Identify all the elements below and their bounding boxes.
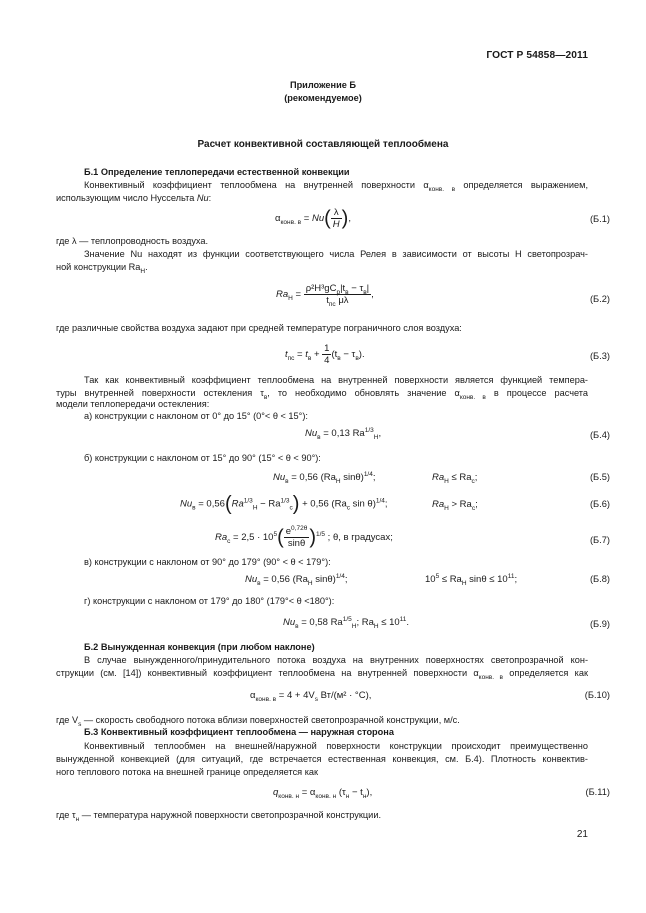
appendix-subtitle: (рекомендуемое) <box>284 93 362 103</box>
equation-number-b6: (Б.6) <box>589 499 610 509</box>
paragraph-b1-nu-line1: Значение Nu находят из функции соответствующего числа Релея в зависимости от высоты H светопрозрач- <box>84 249 588 259</box>
equation-number-b8: (Б.8) <box>589 574 610 584</box>
equation-b1: $\alpha_{конв. в} = Nu$( $\frac{\lambda}{H}$ ), <box>275 207 351 230</box>
equation-number-b10: (Б.10) <box>584 690 610 700</box>
paragraph-b1-update-line3: модели теплопередачи остекления: <box>56 399 210 409</box>
paragraph-b1-line1: Конвективный коэффициент теплообмена на внутренней поверхности $\alpha_{конв. в}$ определяется выражением, <box>84 180 588 193</box>
equation-b6: $Nu_в = 0,56(Ra^{1/3}_H - Ra^{1/3}_c) + 0,56$ ($Ra_c$ sin θ)$^{1/4}$; <box>180 493 388 515</box>
paragraph-b3-line3: ного теплового потока на внешней границе определяется как <box>56 767 319 777</box>
equation-b10: $\alpha_{конв. в} = 4 + 4V_s$ Вт/(м² · °С), <box>250 690 372 703</box>
heading-b2: Б.2 Вынужденная конвекция (при любом наклоне) <box>84 642 315 652</box>
section-title: Расчет конвективной составляющей теплообмена <box>197 139 449 150</box>
case-b: б) конструкции с наклоном от 15° до 90° (15° < θ < 90°): <box>84 453 321 463</box>
heading-b1: Б.1 Определение теплопередачи естественной конвекции <box>84 167 350 177</box>
equation-number-b4: (Б.4) <box>589 430 610 440</box>
paragraph-b2-line2: струкции (см. [14]) конвективный коэффициент теплообмена на внутренней поверхности $\alpha_{конв. в}$ определяется как <box>56 668 588 681</box>
case-g: г) конструкции с наклоном от 179° до 180° (179°< θ <180°): <box>84 596 335 606</box>
case-a: а) конструкции с наклоном от 0° до 15° (0°< θ < 15°): <box>84 411 308 421</box>
equation-b5: $Nu_в = 0,56$ ($Ra_H$ sinθ)$^{1/4}$; <box>273 470 376 485</box>
condition-b5: $Ra_H \le Ra_c$; <box>432 472 478 485</box>
equation-number-b3: (Б.3) <box>589 351 610 361</box>
doc-header-id: ГОСТ Р 54858—2011 <box>486 50 588 61</box>
equation-number-b7: (Б.7) <box>589 535 610 545</box>
paragraph-b3-line1: Конвективный теплообмен на внешней/наружной поверхности конструкции происходит преимущественно <box>84 741 588 751</box>
equation-number-b1: (Б.1) <box>589 214 610 224</box>
paragraph-b2-line1: В случае вынужденного/принудительного потока воздуха на внутренних поверхностях светопрозрачной кон- <box>84 655 588 665</box>
paragraph-b1-update-line1: Так как конвективный коэффициент теплообмена на внутренней поверхности является функцией темпера- <box>84 375 588 385</box>
equation-b9: $Nu_в = 0,58$ $Ra^{1/5}_H$; $Ra_H \le 10^{11}$. <box>283 615 410 630</box>
page-number: 21 <box>576 829 588 840</box>
equation-b4: $Nu_в = 0,13$ $Ra^{1/3}_H$, <box>305 426 382 441</box>
paragraph-b1-nu-line2: ной конструкции $Ra_H$. <box>56 262 148 275</box>
appendix-title: Приложение Б <box>289 80 357 90</box>
paragraph-b1-line2: использующим число Нуссельта Nu: <box>56 193 212 203</box>
equation-number-b9: (Б.9) <box>589 619 610 629</box>
case-v: в) конструкции с наклоном от 90° до 179° (90° < θ < 179°): <box>84 557 331 567</box>
paragraph-b3-line2: вынужденной конвекцией (для ситуаций, где встречается естественная конвекция, см. Б.4). Плотность конвектив- <box>56 754 588 764</box>
paragraph-where-lambda: где λ — теплопроводность воздуха. <box>56 236 209 246</box>
paragraph-where-tau: где $\tau_н$ — температура наружной поверхности светопрозрачной конструкции. <box>56 810 382 823</box>
equation-b8: $Nu_в = 0,56$ ($Ra_H$ sinθ)$^{1/4}$; <box>245 572 348 587</box>
equation-number-b5: (Б.5) <box>589 472 610 482</box>
equation-b11: $q_{конв. н} = \alpha_{конв. н}$ $(\tau_н - t_н)$, <box>273 787 373 800</box>
equation-b7: $Ra_c = 2,5 \cdot 10^5$( $\frac{e^{0,72\theta}}{\sin\theta}$ )$^{1/5}$ ; θ, в градусах; <box>215 524 393 549</box>
paragraph-where-props: где различные свойства воздуха задают при средней температуре пограничного слоя воздуха: <box>56 323 462 333</box>
equation-b2: $Ra_H$ = $\frac{\rho^2H^3gC_p|t_в - \tau_в|}{t_{пс} \mu\lambda}$ , <box>276 283 374 308</box>
heading-b3: Б.3 Конвективный коэффициент теплообмена — наружная сторона <box>84 727 394 737</box>
condition-b8: $10^5 \le Ra_H$ $\sin\theta \le 10^{11}$; <box>425 572 518 587</box>
paragraph-where-vs: где $V_s$ — скорость свободного потока вблизи поверхностей светопрозрачной конструкции, м/с. <box>56 715 460 728</box>
equation-number-b11: (Б.11) <box>585 787 610 797</box>
condition-b6: $Ra_H > Ra_c$; <box>432 499 478 512</box>
equation-number-b2: (Б.2) <box>589 294 610 304</box>
paragraph-b1-update-line2: туры внутренней поверхности остекления $\tau_в$, то необходимо обновлять значение $\alpha_{конв. в}$ в процессе расчета <box>56 388 588 401</box>
equation-b3: $t_{пс} = t_в$ + $\frac{1}{4}$ $(t_в - \tau_в)$. <box>285 343 365 366</box>
